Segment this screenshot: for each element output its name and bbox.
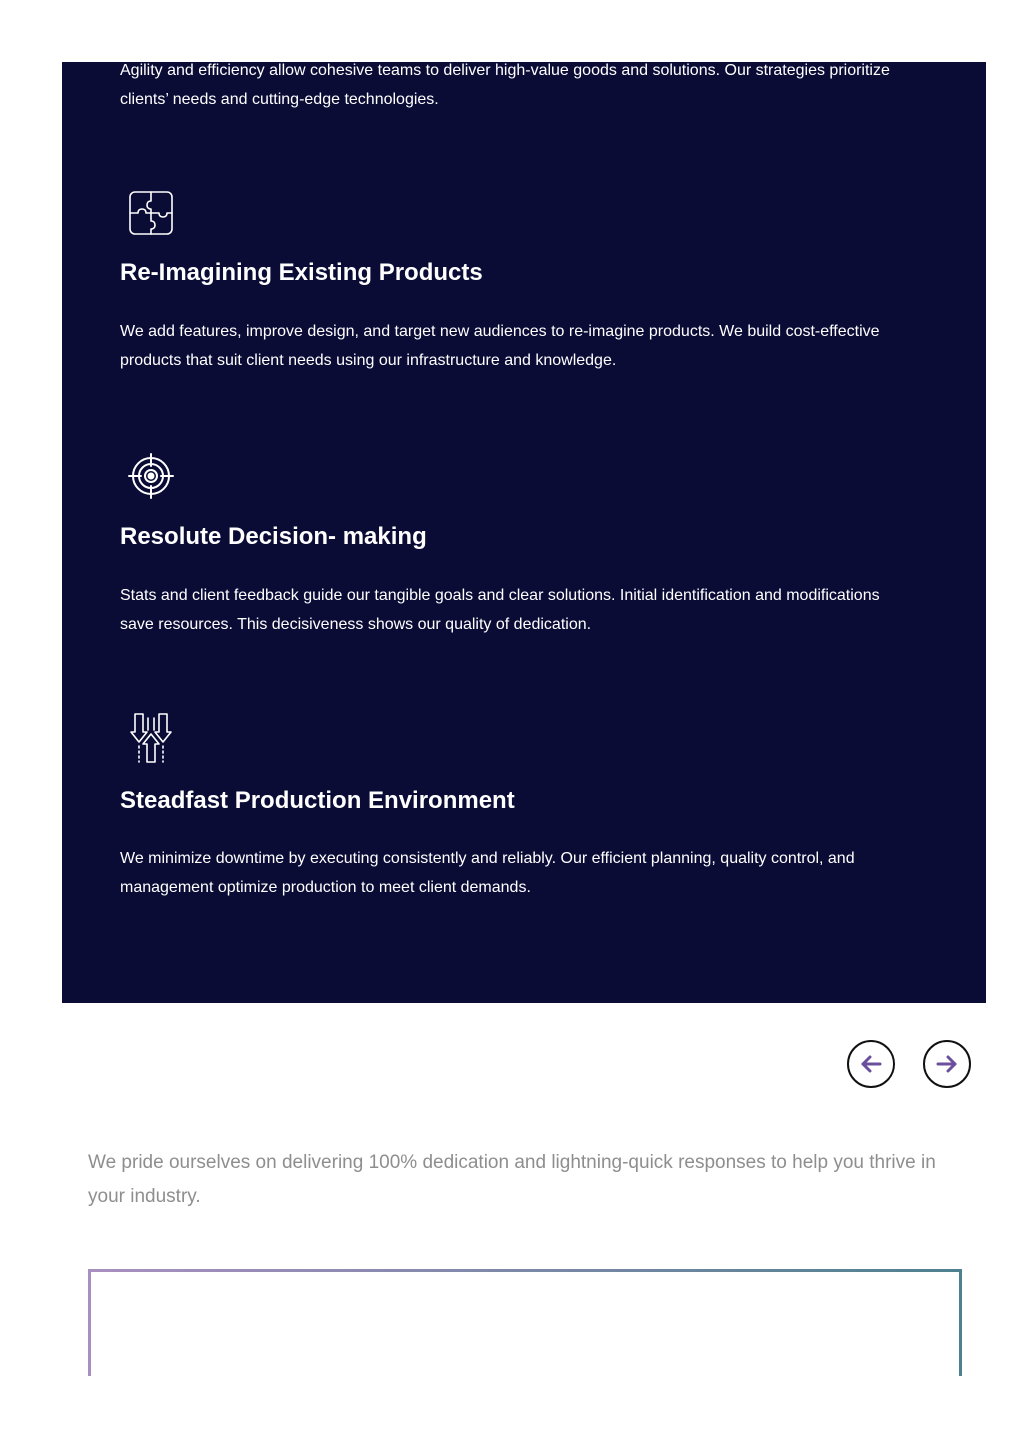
puzzle-icon [128,190,174,236]
arrow-left-icon [860,1055,882,1073]
feature-title: Re-Imagining Existing Products [120,259,483,286]
feature-description: Stats and client feedback guide our tangible goals and clear solutions. Initial identification and modifications save resources. This decisiveness shows our quality of dedication. [120,587,880,633]
feature-card [120,190,920,420]
intro-text: Agility and efficiency allow cohesive teams to deliver high-value goods and solutions. Our strategies prioritize clients’ needs and cutting-edge technologies. [120,62,890,108]
gradient-bordered-card [88,1269,962,1376]
features-panel [62,62,986,1003]
target-icon [128,453,174,499]
feature-description: We minimize downtime by executing consistently and reliably. Our efficient planning, quality control, and management optimize production to meet client demands. [120,850,855,896]
carousel-next-button[interactable] [923,1040,971,1088]
arrow-right-icon [936,1055,958,1073]
tagline-text: We pride ourselves on delivering 100% dedication and lightning-quick responses to help you thrive in your industry. [88,1152,936,1207]
feature-card [120,453,920,683]
feature-title: Steadfast Production Environment [120,787,515,814]
production-arrows-icon [128,712,174,764]
feature-description: We add features, improve design, and target new audiences to re-imagine products. We build cost-effective products that suit client needs using our infrastructure and knowledge. [120,323,880,369]
feature-card [120,712,920,952]
carousel-prev-button[interactable] [847,1040,895,1088]
feature-title: Resolute Decision- making [120,523,427,550]
